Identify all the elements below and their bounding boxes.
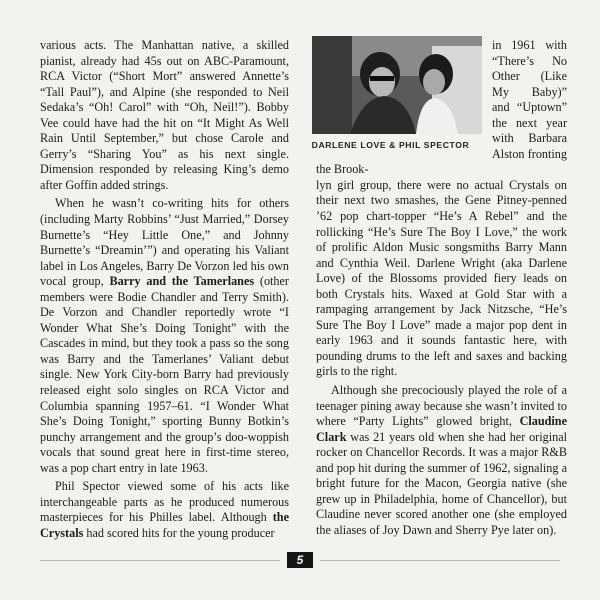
photo-caption: DARLENE LOVE & PHIL SPECTOR xyxy=(311,140,470,150)
paragraph-crystals-wrap: in 1961 with “There’s No Other (Like My Baby)” and “Uptown” the next year with Barbara Alston fronting the Brook- xyxy=(316,38,567,177)
paragraph-carole-king: various acts. The Manhattan native, a skilled pianist, already had 45s out on ABC-Paramount, RCA Victor (“Short Mort” answered Annette’s “Tall Paul”), and Alpine (she responded to Neil Sedaka’s “Oh! Carol” with “Oh, Neil!”). Bobby Vee could have had the hit on “It Might As Well Rain Until September,” but chose Carole and Gerry’s “Sharing You” as his next single. Dimension responded by releasing King’s demo after Goffin added strings. xyxy=(40,38,289,192)
paragraph-tamerlanes: When he wasn’t co-writing hits for others (including Marty Robbins’ “Just Married,” Dorsey Burnette’s “Hey Little One,” and Johnny Burnette’s “Dreamin’”) and operating his Valiant label in Los Angeles, Barry De Vorzon led his own vocal group, Barry and the Tamerlanes (other members were Bodie Chandler and Terry Smith). De Vorzon and Chandler reportedly wrote “I Wonder What She’s Doing Tonight” with the Cascades in mind, but they took a pass so the song was Barry and the Tamerlanes’ Valiant debut single. New York City-born Barry had previously released eight solo singles on RCA Victor and Columbia spanning 1957–61. “I Wonder What She’s Doing Tonight,” sporting Bunny Botkin’s punchy arrangement and the group’s doo-woppish vocals that sound great here in first-time stereo, was a pop chart entry in late 1963. xyxy=(40,196,289,475)
photo-darlene-love-phil-spector xyxy=(312,36,482,134)
artist-name: the Crystals xyxy=(40,510,289,540)
right-column xyxy=(311,38,567,539)
paragraph-spector: Phil Spector viewed some of his acts like interchangeable parts as he produced numerous masterpieces for his Philles label. Although the Crystals had scored hits for the young producer xyxy=(40,479,289,540)
paragraph-claudine-clark: Although she precociously played the role of a teenager pining away because she wasn’t invited to where “Party Lights” glowed bright, Claudine Clark was 21 years old when she had her original rocker on Chancellor Records. It was a major R&B and pop hit during the summer of 1962, signaling a bright future for the Macon, Georgia native (she grew up in Philadelphia, home of Chancellor), but Claudine never scored another one (she employed the aliases of Joy Dawn and Sherry Pye later on). xyxy=(316,383,567,537)
footer-rule-right xyxy=(320,560,560,561)
paragraph-crystals: lyn girl group, there were no actual Crystals on their next two smashes, the Gene Pitney-penned ’62 pop chart-topper “He’s A Rebel” and the rollicking “He’s Sure The Boy I Love,” the work of prolific Aldon Music songsmiths Barry Mann and Cynthia Weil. Darlene Wright (aka Darlene Love) of the Blossoms provided fiery leads on both Crystals hits. Waxed at Gold Star with a rampaging arrangement by Jack Nitzsche, “He’s Sure The Boy I Love” made a major pop dent in early 1963 and it sounds fantastic here, with pounding drums to the left and saxes and backing girls to the right. xyxy=(316,177,567,379)
artist-name: Claudine Clark xyxy=(316,414,567,444)
left-column xyxy=(40,38,289,542)
page-number: 5 xyxy=(287,552,313,568)
footer-rule-left xyxy=(40,560,280,561)
artist-name: Barry and the Tamerlanes xyxy=(109,274,255,289)
photo-block xyxy=(312,36,492,150)
